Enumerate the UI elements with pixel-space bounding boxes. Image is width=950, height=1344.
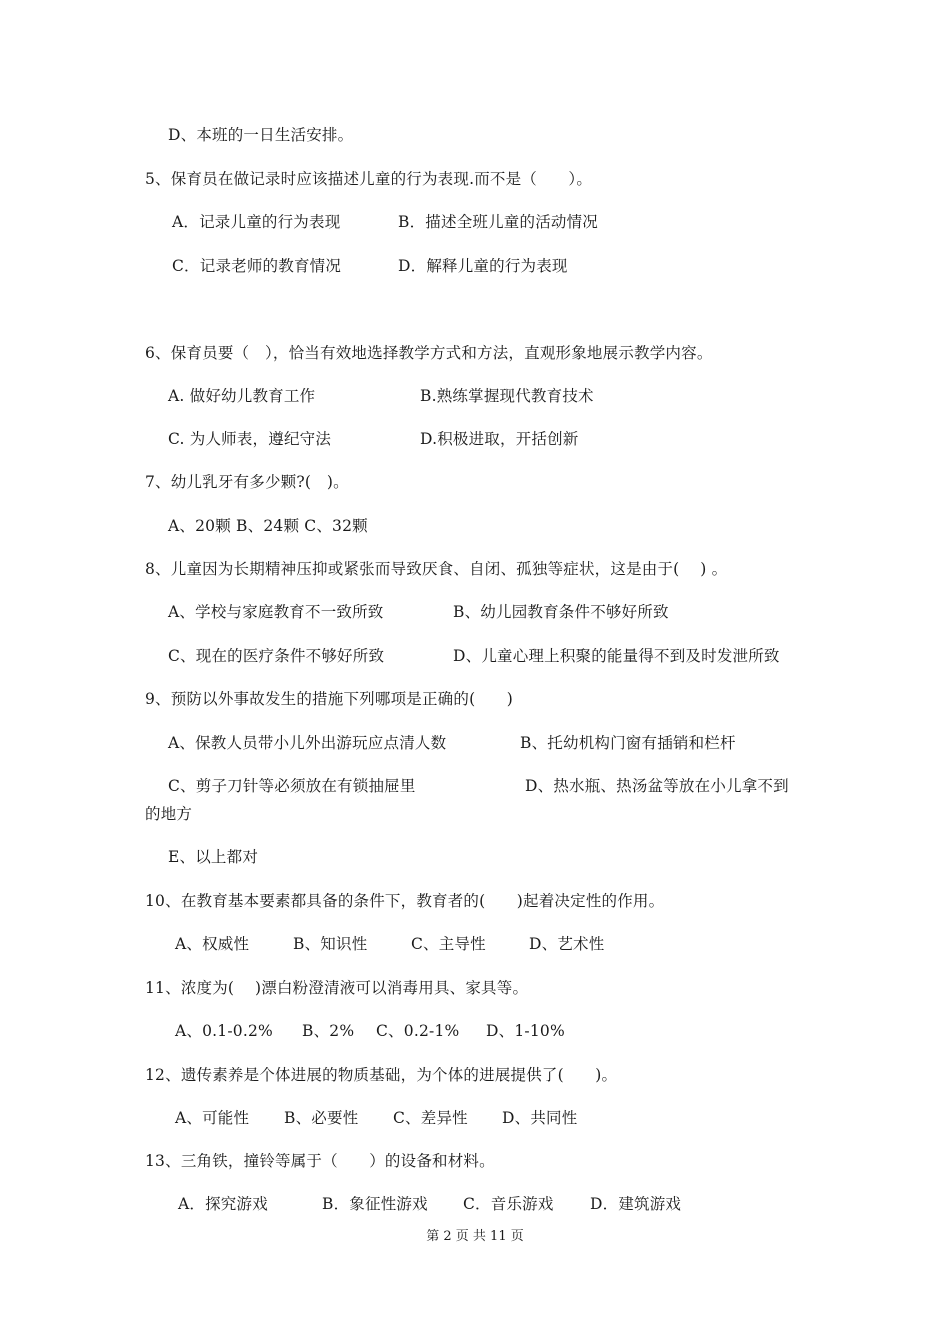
q8-option-d: D、儿童心理上积聚的能量得不到及时发泄所致 — [453, 647, 780, 665]
q11-option-a: A、0.1-0.2% — [175, 1022, 273, 1040]
q9-option-e: E、以上都对 — [168, 848, 259, 866]
q5-option-a: A．记录儿童的行为表现 — [172, 213, 341, 231]
q10-stem: 10、在教育基本要素都具备的条件下，教育者的( )起着决定性的作用。 — [145, 892, 665, 910]
q8-stem: 8、儿童因为长期精神压抑或紧张而导致厌食、自闭、孤独等症状，这是由于( ) 。 — [145, 560, 728, 578]
q13-stem: 13、三角铁，撞铃等属于（ ）的设备和材料。 — [145, 1152, 495, 1170]
q8-option-c: C、现在的医疗条件不够好所致 — [168, 647, 385, 665]
q13-option-a: A．探究游戏 — [178, 1195, 268, 1213]
q9-option-b: B、托幼机构门窗有插销和栏杆 — [520, 734, 736, 752]
q12-option-b: B、必要性 — [284, 1109, 359, 1127]
q12-stem: 12、遗传素养是个体进展的物质基础，为个体的进展提供了( )。 — [145, 1066, 618, 1084]
q5-stem: 5、保育员在做记录时应该描述儿童的行为表现.而不是（ ）。 — [145, 170, 593, 188]
q5-option-c: C．记录老师的教育情况 — [172, 257, 342, 275]
q13-option-b: B．象征性游戏 — [322, 1195, 428, 1213]
q5-option-d: D．解释儿童的行为表现 — [398, 257, 568, 275]
q11-option-b: B、2% — [302, 1022, 355, 1040]
q11-option-d: D、1-10% — [486, 1022, 565, 1040]
q12-option-c: C、差异性 — [393, 1109, 468, 1127]
q12-option-d: D、共同性 — [502, 1109, 578, 1127]
q9-option-c: C、剪子刀针等必须放在有锁抽屉里 — [168, 777, 416, 795]
q10-option-a: A、权威性 — [175, 935, 250, 953]
q6-option-a: A. 做好幼儿教育工作 — [168, 387, 316, 405]
q10-option-b: B、知识性 — [293, 935, 368, 953]
q11-option-c: C、0.2-1% — [376, 1022, 460, 1040]
q7-options: A、20颗 B、24颗 C、32颗 — [168, 517, 368, 535]
q6-option-c: C. 为人师表，遵纪守法 — [168, 430, 332, 448]
q10-option-d: D、艺术性 — [529, 935, 605, 953]
q13-option-d: D．建筑游戏 — [590, 1195, 682, 1213]
q9-option-a: A、保教人员带小儿外出游玩应点清人数 — [168, 734, 447, 752]
q8-option-b: B、幼儿园教育条件不够好所致 — [453, 603, 669, 621]
q8-option-a: A、学校与家庭教育不一致所致 — [168, 603, 384, 621]
q12-option-a: A、可能性 — [175, 1109, 250, 1127]
q11-stem: 11、浓度为( )漂白粉澄清液可以消毒用具、家具等。 — [145, 979, 529, 997]
q6-stem: 6、保育员要（ ），恰当有效地选择教学方式和方法，直观形象地展示教学内容。 — [145, 344, 713, 362]
q6-option-b: B.熟练掌握现代教育技术 — [420, 387, 594, 405]
q9-option-d: D、热水瓶、热汤盆等放在小儿拿不到 — [525, 777, 789, 795]
q4-option-d: D、本班的一日生活安排。 — [168, 126, 354, 144]
q9-stem: 9、预防以外事故发生的措施下列哪项是正确的( ) — [145, 690, 513, 708]
q9-option-d-continued: 的地方 — [145, 805, 193, 823]
q7-stem: 7、幼儿乳牙有多少颗?( )。 — [145, 473, 349, 491]
q5-option-b: B．描述全班儿童的活动情况 — [398, 213, 598, 231]
q10-option-c: C、主导性 — [411, 935, 486, 953]
q13-option-c: C．音乐游戏 — [463, 1195, 554, 1213]
page-footer: 第 2 页 共 11 页 — [426, 1229, 524, 1244]
q6-option-d: D.积极进取，开括创新 — [420, 430, 579, 448]
